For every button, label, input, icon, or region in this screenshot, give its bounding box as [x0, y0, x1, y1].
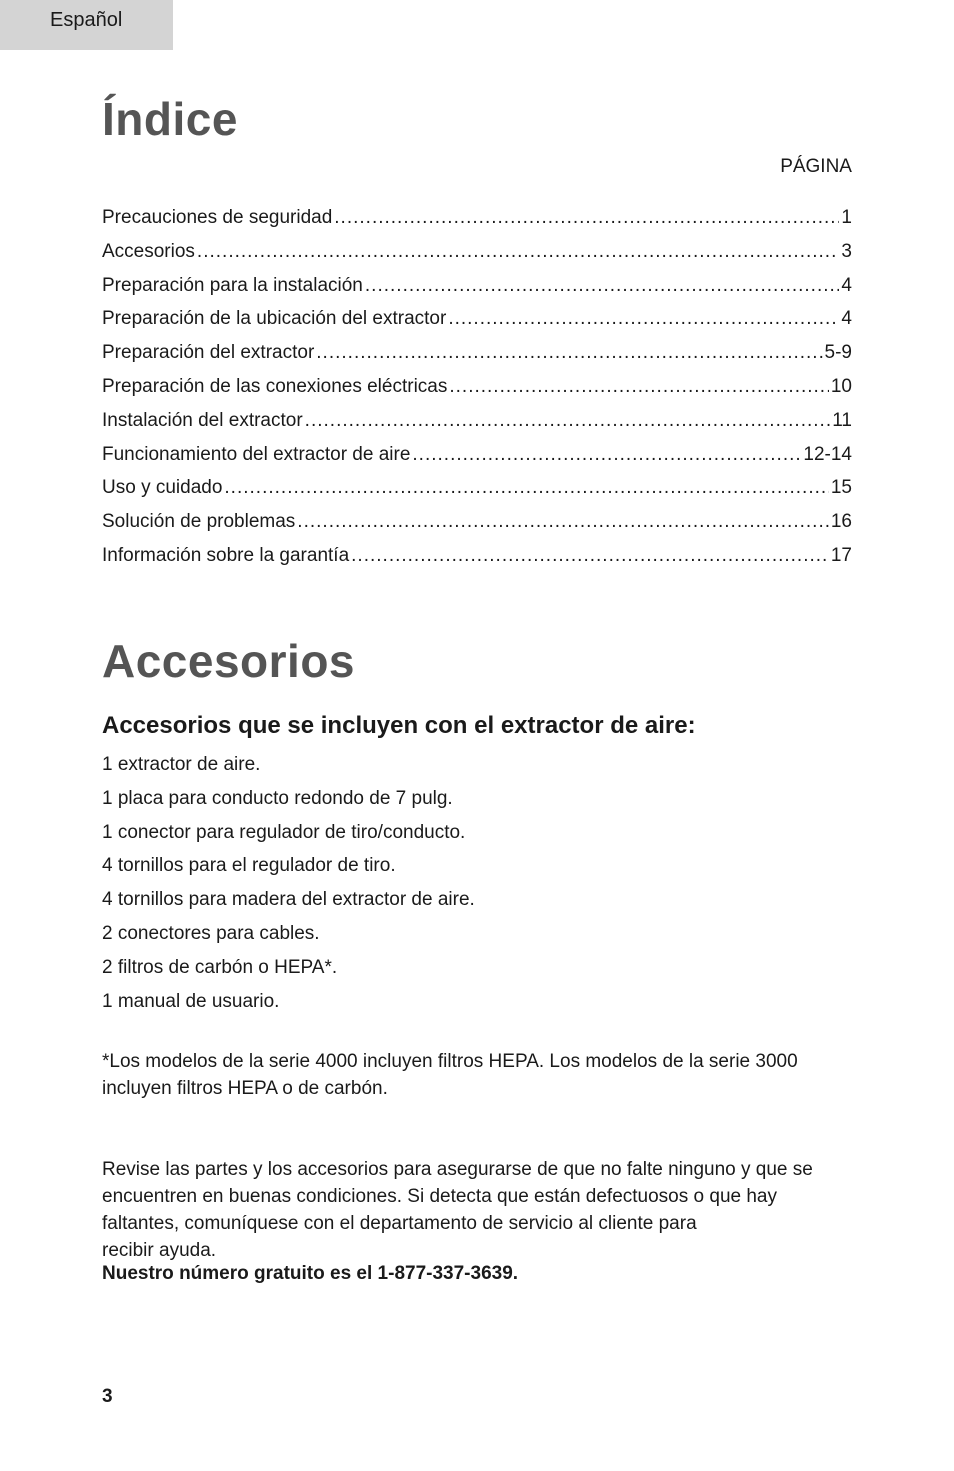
toc-entry-page: 4: [841, 308, 852, 330]
toc-entry-page: 1: [841, 207, 852, 228]
toc-entry-label: Uso y cuidado: [102, 477, 223, 499]
toc-entry-label: Accesorios: [102, 240, 195, 262]
toc-entry-page: 10: [830, 375, 852, 397]
list-item: 4 tornillos para el regulador de tiro.: [102, 855, 396, 877]
toc-entry-page: 15: [830, 477, 852, 499]
toc-leader: [224, 477, 828, 499]
toc-entry[interactable]: [102, 444, 852, 478]
list-item: 4 tornillos para madera del extractor de aire.: [102, 889, 475, 911]
toc-entry-page: 5-9: [824, 342, 852, 364]
toc-leader: [334, 207, 839, 229]
check-parts-paragraph: [102, 1156, 852, 1264]
toc-leader: [351, 545, 829, 567]
list-item: 1 manual de usuario.: [102, 990, 280, 1012]
list-item: 1 placa para conducto redondo de 7 pulg.: [102, 787, 453, 809]
toc-entry[interactable]: [102, 545, 852, 579]
toc-entry-page: 12-14: [803, 443, 852, 465]
toc-leader: [448, 308, 839, 330]
hepa-footnote: *Los modelos de la serie 4000 incluyen filtros HEPA. Los modelos de la serie 3000 incluyen filtros HEPA o de carbón.: [102, 1051, 798, 1099]
accessories-list: [102, 750, 475, 1020]
toc-entry[interactable]: [102, 241, 852, 275]
toll-free-number: Nuestro número gratuito es el 1-877-337-3639.: [102, 1263, 519, 1284]
toc-entry[interactable]: [102, 342, 852, 376]
toc-entry-label: Preparación para la instalación: [102, 274, 363, 296]
toc-entry-label: Instalación del extractor: [102, 409, 303, 431]
toc-entry-label: Preparación del extractor: [102, 342, 315, 364]
toc-entry-page: 16: [830, 511, 852, 533]
list-item: 1 conector para regulador de tiro/conducto.: [102, 821, 466, 843]
toc-entry[interactable]: [102, 511, 852, 545]
toc-entry-label: Precauciones de seguridad: [102, 207, 333, 228]
list-item: 2 filtros de carbón o HEPA*.: [102, 956, 338, 978]
toc-leader: [297, 511, 829, 533]
toc-leader: [449, 376, 829, 398]
toc-leader: [412, 444, 801, 466]
list-item: 2 conectores para cables.: [102, 922, 320, 944]
toc-entry-label: Información sobre la garantía: [102, 544, 350, 566]
toc-entry-page: 4: [841, 274, 852, 296]
toc-entry[interactable]: [102, 308, 852, 342]
page-column-label: PÁGINA: [780, 156, 852, 177]
toc-leader: [365, 275, 840, 297]
paragraph-line: faltantes, comuníquese con el departamento de servicio al cliente para: [102, 1213, 697, 1234]
toc-entry[interactable]: [102, 477, 852, 511]
paragraph-line: encuentren en buenas condiciones. Si detecta que están defectuosos o que hay: [102, 1186, 777, 1207]
table-of-contents: [102, 207, 852, 579]
language-tab: Español: [0, 0, 173, 50]
accessories-subtitle: Accesorios que se incluyen con el extractor de aire:: [102, 712, 696, 739]
page-number: 3: [102, 1386, 113, 1407]
toc-leader: [197, 241, 840, 263]
toc-entry-label: Funcionamiento del extractor de aire: [102, 443, 411, 465]
list-item: 1 extractor de aire.: [102, 754, 261, 775]
toc-entry[interactable]: [102, 376, 852, 410]
toc-entry[interactable]: [102, 207, 852, 241]
toc-entry[interactable]: [102, 410, 852, 444]
toc-entry-label: Solución de problemas: [102, 511, 296, 533]
toc-leader: [305, 410, 831, 432]
toc-entry-label: Preparación de las conexiones eléctricas: [102, 375, 448, 397]
toc-leader: [316, 342, 822, 364]
toc-entry-page: 3: [841, 240, 852, 262]
paragraph-line: recibir ayuda.: [102, 1240, 217, 1261]
toc-entry-page: 17: [830, 544, 852, 566]
toc-entry[interactable]: [102, 275, 852, 309]
toc-entry-label: Preparación de la ubicación del extractor: [102, 308, 447, 330]
accessories-title: Accesorios: [102, 635, 356, 687]
index-title: Índice: [102, 93, 238, 145]
toc-entry-page: 11: [832, 409, 852, 431]
paragraph-line: Revise las partes y los accesorios para asegurarse de que no falte ninguno y que se: [102, 1159, 813, 1180]
